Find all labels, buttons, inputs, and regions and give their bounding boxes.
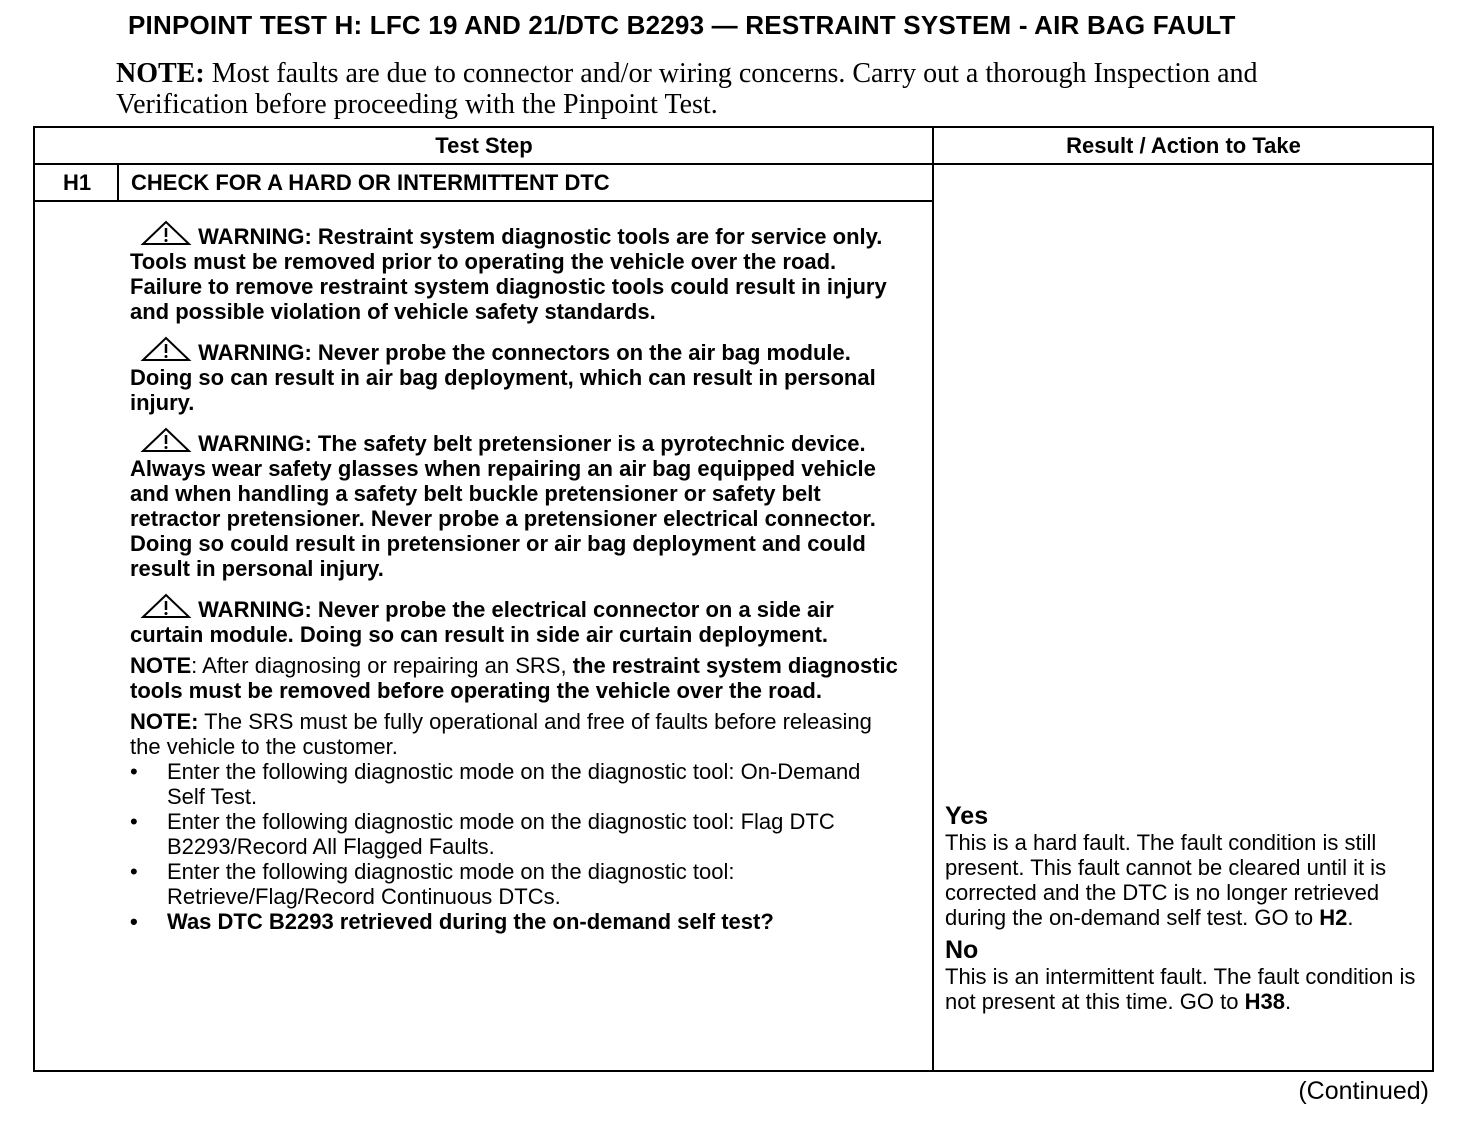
bullet-icon: • — [130, 809, 138, 834]
warning-triangle-icon — [140, 336, 192, 362]
header-result-action: Result / Action to Take — [1066, 133, 1301, 158]
warning-4 — [130, 593, 900, 647]
intro-note-label: NOTE: — [116, 58, 205, 89]
action-list — [130, 759, 900, 934]
header-test-step: Test Step — [435, 133, 533, 158]
intro-note — [116, 58, 1296, 120]
note-2-label: NOTE: — [130, 709, 199, 734]
list-item-question — [130, 909, 900, 934]
list-item — [130, 809, 900, 859]
list-item — [130, 859, 900, 909]
warning-1 — [130, 220, 900, 324]
action-text: Enter the following diagnostic mode on the diagnostic tool: Retrieve/Flag/Record Continuous DTCs. — [167, 859, 735, 909]
bullet-icon: • — [130, 759, 138, 784]
action-text: Enter the following diagnostic mode on the diagnostic tool: Flag DTC B2293/Record All Flagged Faults. — [167, 809, 835, 859]
goto-h2-link[interactable]: H2 — [1319, 905, 1348, 930]
result-column — [945, 802, 1429, 1014]
bullet-icon: • — [130, 859, 138, 884]
step-title-underline — [35, 200, 933, 202]
warning-triangle-icon — [140, 593, 192, 619]
intro-note-text: Most faults are due to connector and/or wiring concerns. Carry out a thorough Inspection and Verification before proceeding with the Pinpoint Test. — [116, 58, 1258, 120]
note-1-bold-text: the restraint system diagnostic tools must be removed before operating the vehicle over the road. — [130, 653, 898, 703]
pinpoint-test-table — [33, 126, 1434, 1072]
table-header-row — [35, 128, 1432, 165]
list-item — [130, 759, 900, 809]
result-no-label: No — [945, 936, 979, 964]
result-no-body: This is an intermittent fault. The fault condition is not present at this time. GO to — [945, 964, 1416, 1014]
note-2-text: The SRS must be fully operational and free of faults before releasing the vehicle to the customer. — [130, 709, 872, 759]
note-1-text: : After diagnosing or repairing an SRS, — [191, 653, 573, 678]
result-yes-body: This is a hard fault. The fault condition is still present. This fault cannot be cleared until it is corrected and the DTC is no longer retrieved during the on-demand self test. GO to — [945, 830, 1387, 930]
continued-label: (Continued) — [1298, 1077, 1429, 1105]
action-text: Enter the following diagnostic mode on the diagnostic tool: On-Demand Self Test. — [167, 759, 861, 809]
step-title: CHECK FOR A HARD OR INTERMITTENT DTC — [131, 170, 610, 195]
question-text: Was DTC B2293 retrieved during the on-demand self test? — [167, 909, 774, 934]
warning-3-text: WARNING: The safety belt pretensioner is a pyrotechnic device. Always wear safety glasses when repairing an air bag equipped vehicle and when handling a safety belt buckle pretensioner or safety belt retractor pretensioner. Never probe a pretensioner electrical connector. Doing so could result in pretensioner or air bag deployment and could result in personal injury. — [130, 431, 876, 581]
page-title: PINPOINT TEST H: LFC 19 AND 21/DTC B2293 — RESTRAINT SYSTEM - AIR BAG FAULT — [128, 10, 1236, 40]
note-1 — [130, 653, 900, 703]
step-id: H1 — [62, 170, 92, 195]
warning-4-text: WARNING: Never probe the electrical connector on a side air curtain module. Doing so can result in side air curtain deployment. — [130, 597, 834, 647]
result-yes-end: . — [1347, 905, 1354, 930]
note-2 — [130, 709, 900, 759]
warning-2 — [130, 336, 900, 415]
goto-h38-link[interactable]: H38 — [1244, 989, 1285, 1014]
bullet-icon: • — [130, 909, 138, 934]
column-divider — [932, 128, 934, 1070]
warning-3 — [130, 427, 900, 581]
warning-triangle-icon — [140, 427, 192, 453]
step-content — [130, 220, 900, 934]
result-no-end: . — [1284, 989, 1292, 1014]
result-no-text — [945, 964, 1429, 1014]
warning-1-text: WARNING: Restraint system diagnostic tools are for service only. Tools must be removed prior to operating the vehicle over the road. Failure to remove restraint system diagnostic tools could result in injury and possible violation of vehicle safety standards. — [130, 224, 887, 324]
warning-triangle-icon — [140, 220, 192, 246]
result-yes-label: Yes — [945, 802, 989, 830]
note-1-label: NOTE — [130, 653, 192, 678]
warning-2-text: WARNING: Never probe the connectors on the air bag module. Doing so can result in air bag deployment, which can result in personal injury. — [130, 340, 876, 415]
result-yes-text — [945, 830, 1429, 930]
